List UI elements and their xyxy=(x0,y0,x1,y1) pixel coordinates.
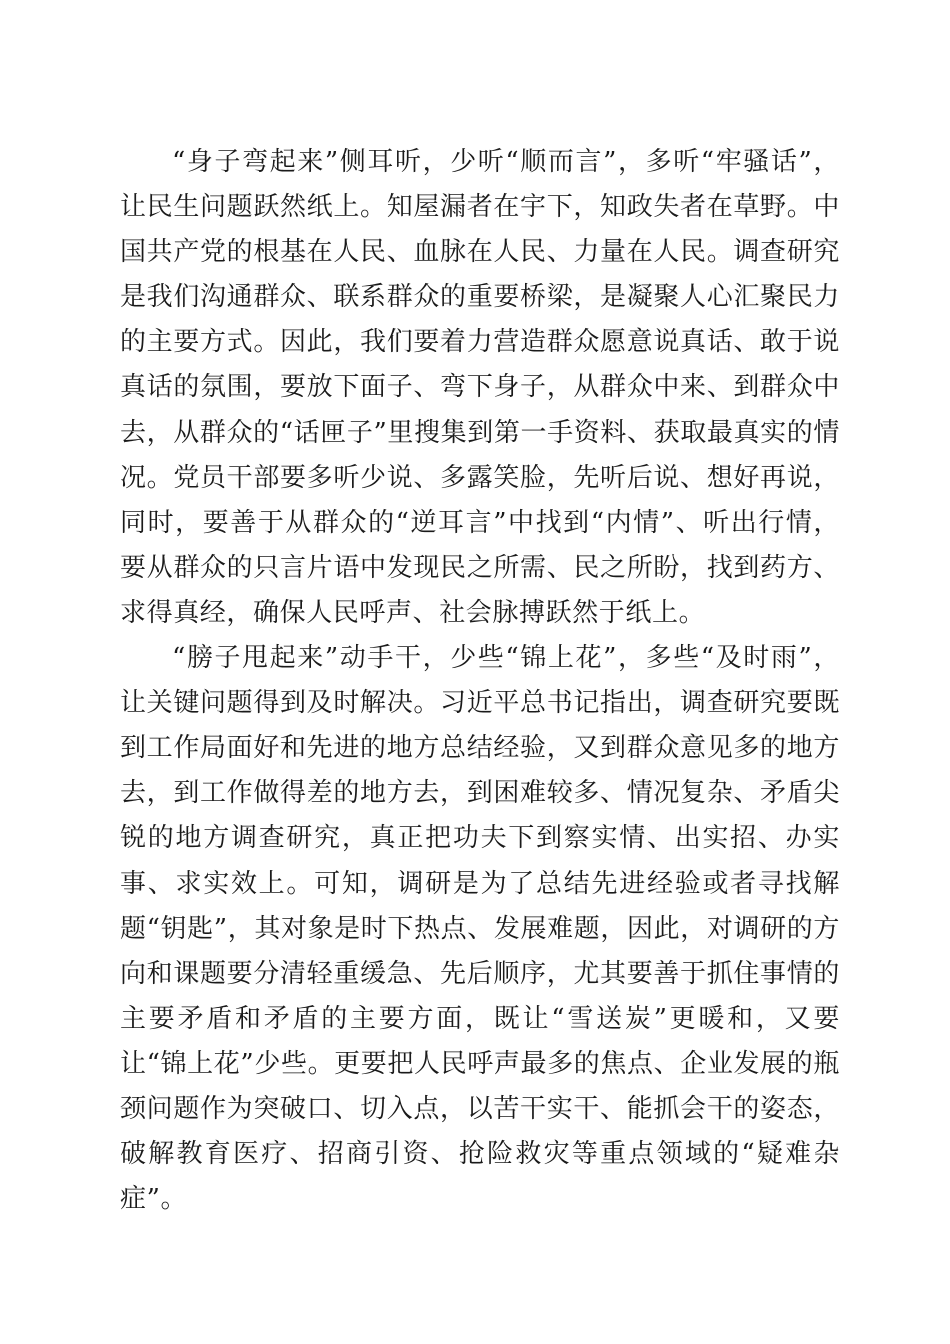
paragraph-1: “身子弯起来”侧耳听，少听“顺而言”，多听“牢骚话”，让民生问题跃然纸上。知屋漏者在宇下，知政失者在草野。中国共产党的根基在人民、血脉在人民、力量在人民。调查研究是我们沟通群众、联系群众的重要桥梁，是凝聚人心汇聚民力的主要方式。因此，我们要着力营造群众愿意说真话、敢于说真话的氛围，要放下面子、弯下身子，从群众中来、到群众中去，从群众的“话匣子”里搜集到第一手资料、获取最真实的情况。党员干部要多听少说、多露笑脸，先听后说、想好再说，同时，要善于从群众的“逆耳言”中找到“内情”、听出行情，要从群众的只言片语中发现民之所需、民之所盼，找到药方、求得真经，确保人民呼声、社会脉搏跃然于纸上。 xyxy=(120,147,840,628)
paragraph-2: “膀子甩起来”动手干，少些“锦上花”，多些“及时雨”，让关键问题得到及时解决。习近平总书记指出，调查研究要既到工作局面好和先进的地方总结经验，又到群众意见多的地方去，到工作做得差的地方去，到困难较多、情况复杂、矛盾尖锐的地方调查研究，真正把功夫下到察实情、出实招、办实事、求实效上。可知，调研是为了总结先进经验或者寻找解题“钥匙”，其对象是时下热点、发展难题，因此，对调研的方向和课题要分清轻重缓急、先后顺序，尤其要善于抓住事情的主要矛盾和矛盾的主要方面，既让“雪送炭”更暖和，又要让“锦上花”少些。更要把人民呼声最多的焦点、企业发展的瓶颈问题作为突破口、切入点，以苦干实干、能抓会干的姿态，破解教育医疗、招商引资、抢险救灾等重点领域的“疑难杂症”。 xyxy=(120,643,840,1215)
body-text xyxy=(120,140,840,1222)
